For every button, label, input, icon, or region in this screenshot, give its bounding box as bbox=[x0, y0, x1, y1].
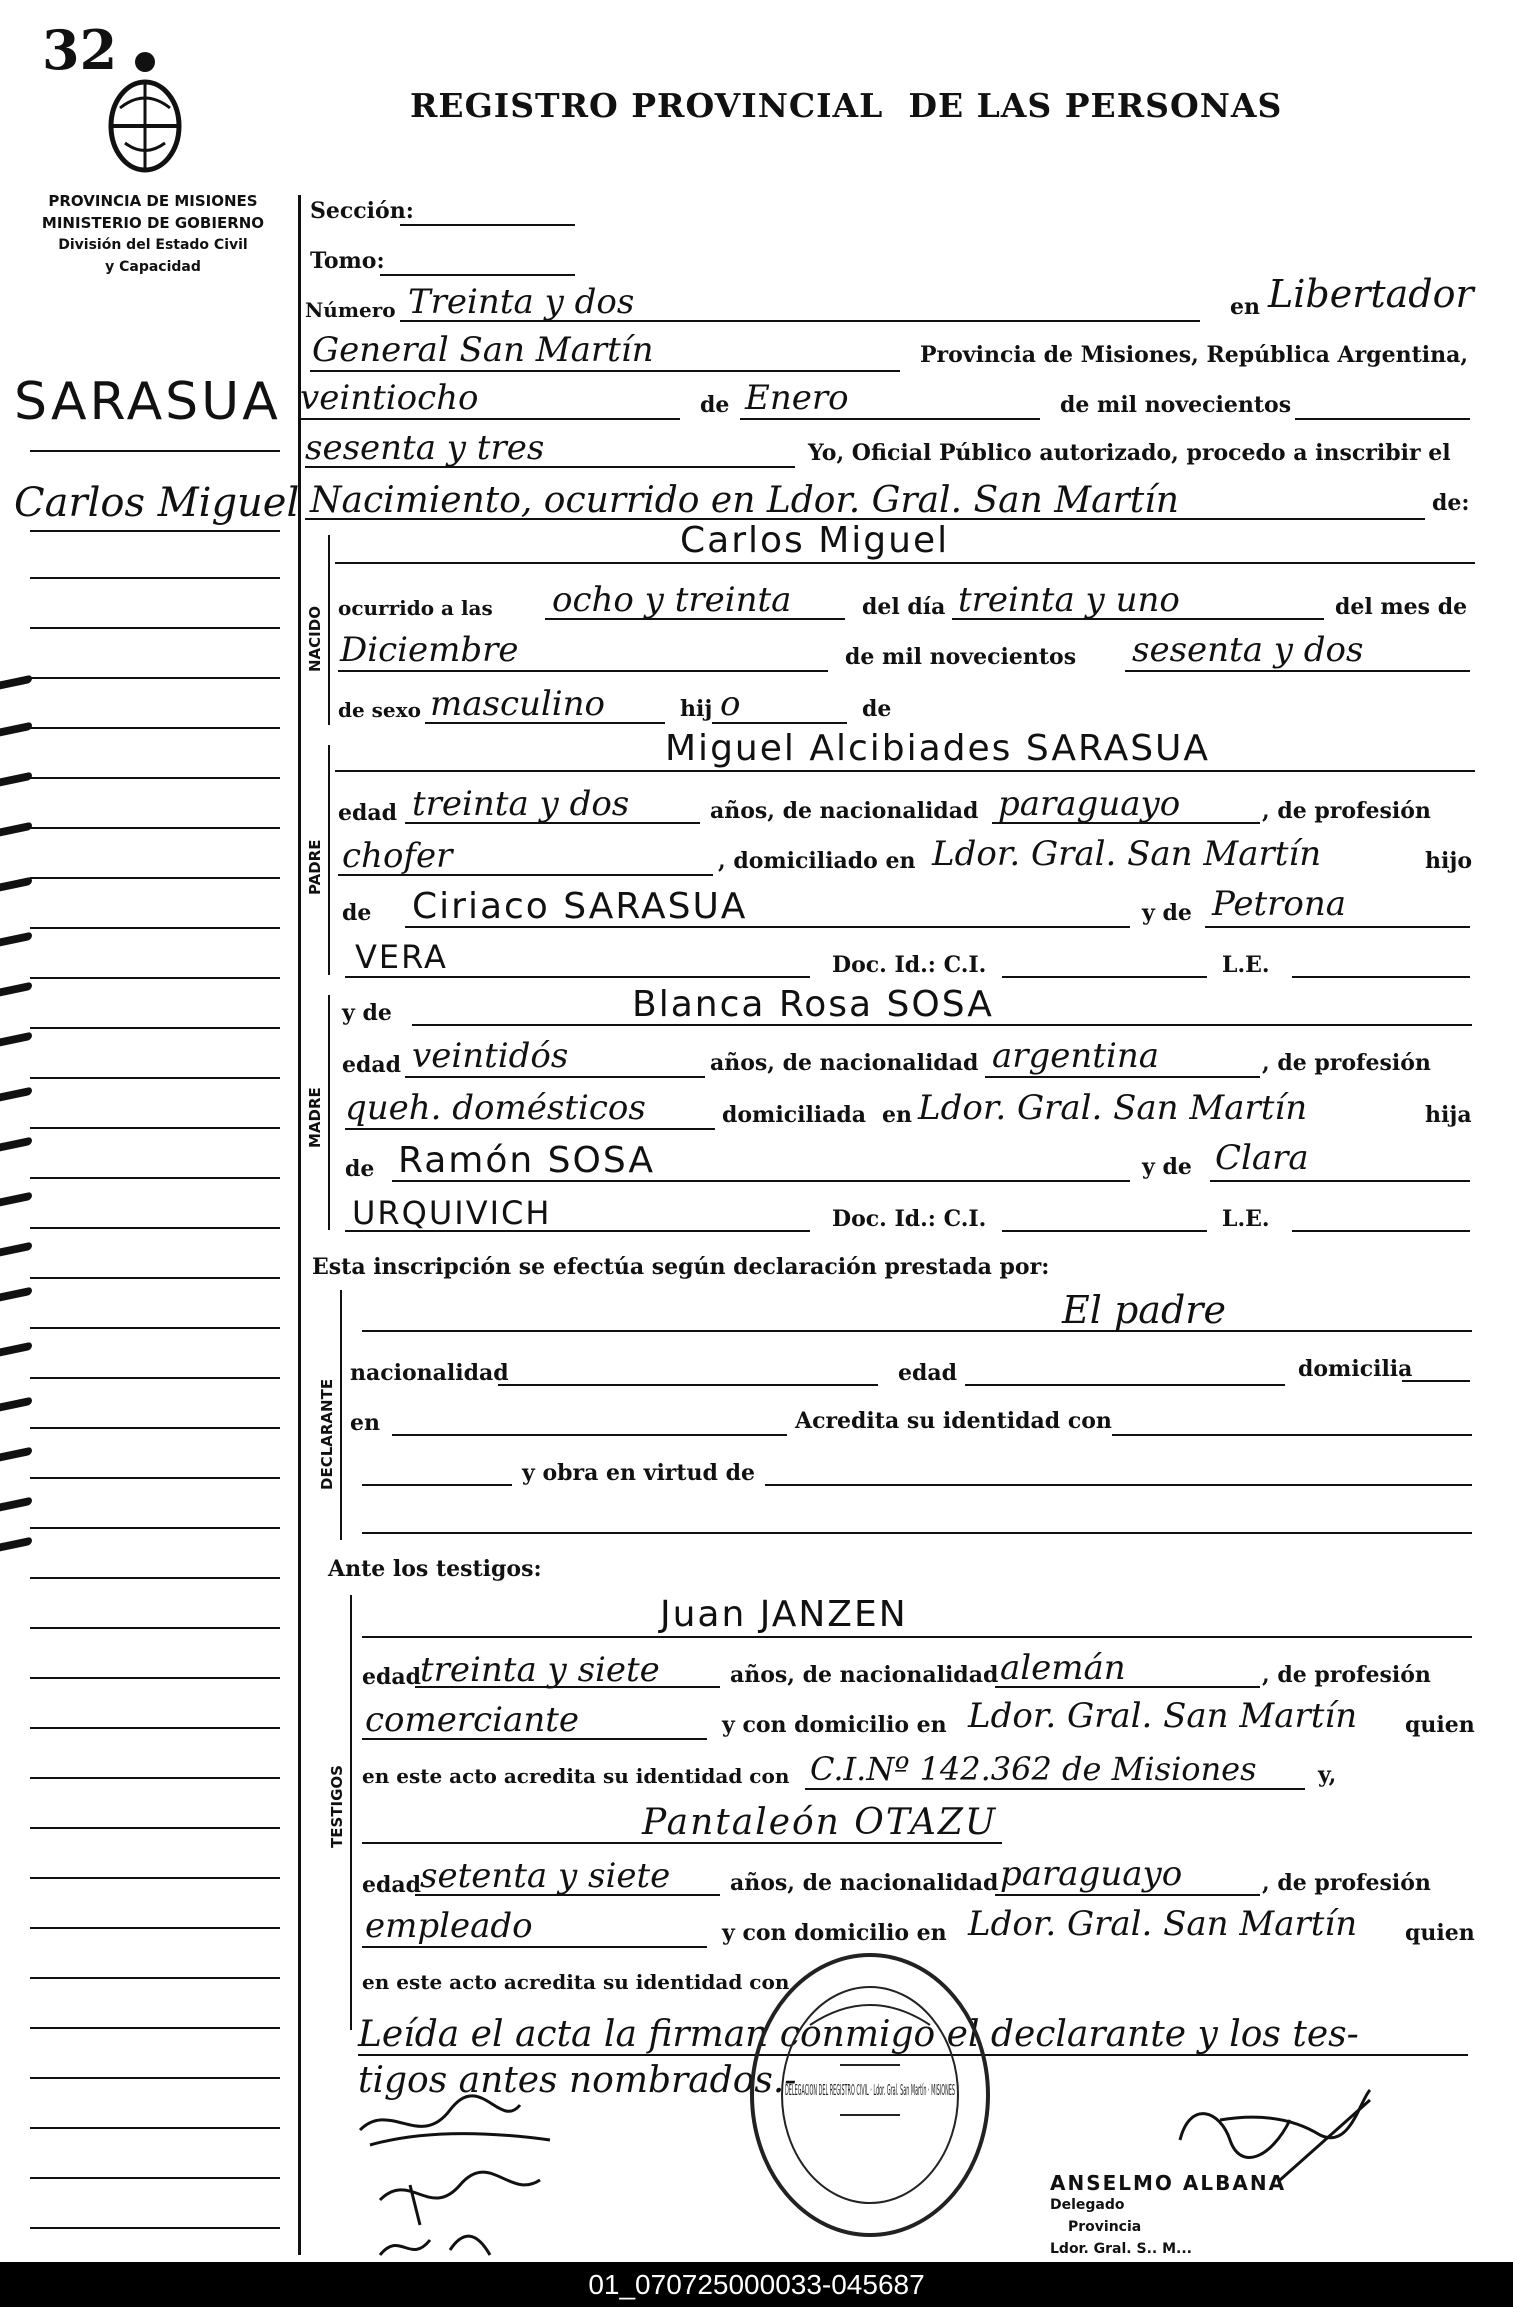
label-t1-anos: años, de nacionalidad bbox=[730, 1662, 999, 1688]
label-obra: y obra en virtud de bbox=[522, 1460, 755, 1486]
entry-madre-prof: queh. domésticos bbox=[345, 1088, 646, 1128]
entry-lugar-b: General San Martín bbox=[312, 330, 654, 370]
label-ocurrido: ocurrido a las bbox=[338, 596, 493, 620]
issuer-block bbox=[22, 190, 284, 278]
label-de-2: de bbox=[862, 696, 892, 722]
page-number: 32 bbox=[42, 18, 118, 82]
entry-t2-nac: paraguayo bbox=[1000, 1854, 1183, 1894]
label-t1-y: y, bbox=[1318, 1762, 1337, 1788]
entry-t2-dom: Ldor. Gral. San Martín bbox=[968, 1904, 1358, 1944]
label-del-mes: del mes de bbox=[1335, 594, 1468, 620]
label-madre-doc: Doc. Id.: C.I. bbox=[832, 1206, 987, 1232]
document-title: REGISTRO PROVINCIAL DE LAS PERSONAS bbox=[410, 86, 1283, 125]
entry-t1-dom: Ldor. Gral. San Martín bbox=[968, 1696, 1358, 1736]
label-t1-acto: en este acto acredita su identidad con bbox=[362, 1764, 790, 1788]
entry-padre-nac: paraguayo bbox=[998, 784, 1181, 824]
label-seccion: Sección: bbox=[310, 198, 414, 224]
label-t2-acto: en este acto acredita su identidad con bbox=[362, 1970, 790, 1994]
margin-given-names: Carlos Miguel bbox=[14, 480, 300, 526]
entry-padre-dom: Ldor. Gral. San Martín bbox=[932, 834, 1322, 874]
entry-abuelo-p: Ciriaco SARASUA bbox=[412, 886, 748, 927]
entry-lugar-a: Libertador bbox=[1268, 272, 1474, 316]
section-label-declarante: DECLARANTE bbox=[318, 1378, 336, 1490]
label-en: en bbox=[1230, 294, 1260, 320]
entry-abuela-m1: Clara bbox=[1215, 1138, 1309, 1178]
closing-line-2: tigos antes nombrados.- bbox=[358, 2060, 797, 2101]
label-hija-word: hija bbox=[1425, 1102, 1472, 1128]
entry-abuela-m2: URQUIVICH bbox=[352, 1194, 552, 1232]
entry-abuela-p2: VERA bbox=[355, 938, 448, 976]
label-hijo-word: hijo bbox=[1425, 848, 1472, 874]
entry-anio: sesenta y tres bbox=[305, 428, 545, 468]
official-line-1: Delegado bbox=[1050, 2197, 1125, 2213]
label-padre-prof: , de profesión bbox=[1262, 798, 1431, 824]
section-label-nacido: NACIDO bbox=[306, 606, 324, 672]
label-padre-edad: edad bbox=[338, 800, 398, 826]
official-name: ANSELMO ALBANA bbox=[1050, 2171, 1287, 2195]
label-decl-en: en bbox=[350, 1410, 380, 1436]
label-yo-oficial: Yo, Oficial Público autorizado, procedo a inscribir el bbox=[808, 440, 1451, 466]
entry-sexo: masculino bbox=[430, 684, 606, 724]
label-acredita: Acredita su identidad con bbox=[795, 1408, 1112, 1434]
entry-hora: ocho y treinta bbox=[552, 580, 792, 620]
label-padre-y-de: y de bbox=[1142, 900, 1192, 926]
coat-of-arms-icon bbox=[100, 48, 190, 178]
label-decl-edad: edad bbox=[898, 1360, 958, 1386]
entry-padre-prof: chofer bbox=[342, 836, 453, 876]
label-madre-y-de: y de bbox=[342, 1000, 392, 1026]
footer-band bbox=[0, 2262, 1513, 2307]
label-t1-prof: , de profesión bbox=[1262, 1662, 1431, 1688]
margin-surname: SARASUA bbox=[14, 372, 281, 432]
entry-testigo2: Pantaleón OTAZU bbox=[642, 1802, 998, 1843]
entry-hijo-suf: o bbox=[720, 684, 741, 724]
official-line-2: Provincia bbox=[1068, 2219, 1142, 2235]
label-padre-doc: Doc. Id.: C.I. bbox=[832, 952, 987, 978]
footer-document-id: 01_070725000033-045687 bbox=[588, 2269, 925, 2300]
label-padre-dom: , domiciliado en bbox=[718, 848, 916, 874]
section-label-testigos: TESTIGOS bbox=[328, 1765, 346, 1848]
label-padre-de: de bbox=[342, 900, 372, 926]
entry-padre-edad: treinta y dos bbox=[412, 784, 630, 824]
label-madre-de: de bbox=[345, 1156, 375, 1182]
entry-madre-nac: argentina bbox=[992, 1036, 1160, 1076]
entry-madre-dom: Ldor. Gral. San Martín bbox=[918, 1088, 1308, 1128]
entry-t1-prof: comerciante bbox=[365, 1700, 579, 1740]
label-tomo: Tomo: bbox=[310, 248, 385, 274]
entry-mes: Enero bbox=[745, 378, 849, 418]
entry-numero: Treinta y dos bbox=[408, 282, 635, 322]
stamp-text: DELEGACION DEL REGISTRO CIVIL · Ldor. Gral. San Martín · MISIONES bbox=[785, 2081, 955, 2099]
entry-abuela-p1: Petrona bbox=[1212, 884, 1347, 924]
label-t2-quien: quien bbox=[1405, 1920, 1475, 1946]
label-madre-dom: domiciliada bbox=[722, 1102, 867, 1128]
label-numero: Número bbox=[305, 298, 396, 322]
label-padre-anos: años, de nacionalidad bbox=[710, 798, 979, 824]
entry-nac-dia: treinta y uno bbox=[958, 580, 1180, 620]
entry-t2-edad: setenta y siete bbox=[420, 1856, 671, 1896]
label-madre-y-de-2: y de bbox=[1142, 1154, 1192, 1180]
issuer-line-3: División del Estado Civil bbox=[58, 237, 248, 253]
entry-t2-prof: empleado bbox=[365, 1906, 533, 1946]
official-line-3: Ldor. Gral. S.. M... bbox=[1050, 2241, 1192, 2257]
signature-declarante bbox=[350, 2090, 610, 2270]
label-madre-edad: edad bbox=[342, 1052, 402, 1078]
label-provincia: Provincia de Misiones, República Argentina, bbox=[920, 342, 1469, 368]
entry-t1-edad: treinta y siete bbox=[420, 1650, 660, 1690]
label-madre-en: en bbox=[882, 1102, 912, 1128]
label-hijo: hij bbox=[680, 696, 713, 722]
label-t2-edad: edad bbox=[362, 1872, 422, 1898]
label-de-1: de bbox=[700, 392, 730, 418]
entry-declarante: El padre bbox=[1062, 1288, 1226, 1332]
label-t2-prof: , de profesión bbox=[1262, 1870, 1431, 1896]
issuer-line-4: y Capacidad bbox=[105, 259, 201, 275]
label-de-colon: de: bbox=[1432, 490, 1470, 516]
label-inscripcion: Esta inscripción se efectúa según declaración prestada por: bbox=[312, 1254, 1050, 1280]
entry-testigo1: Juan JANZEN bbox=[660, 1594, 908, 1635]
entry-nacido-nombre: Carlos Miguel bbox=[680, 520, 950, 561]
label-madre-le: L.E. bbox=[1222, 1206, 1270, 1232]
label-sexo: de sexo bbox=[338, 698, 421, 722]
entry-t1-doc: C.I.Nº 142.362 de Misiones bbox=[810, 1750, 1257, 1788]
official-signature-block bbox=[1050, 2172, 1286, 2260]
label-del-dia: del día bbox=[862, 594, 946, 620]
label-decl-dom: domicilia bbox=[1298, 1356, 1413, 1382]
label-de-mil-2: de mil novecientos bbox=[845, 644, 1077, 670]
label-decl-nac: nacionalidad bbox=[350, 1360, 509, 1386]
section-label-padre: PADRE bbox=[306, 839, 324, 895]
issuer-line-2: MINISTERIO DE GOBIERNO bbox=[41, 214, 265, 232]
label-madre-prof: , de profesión bbox=[1262, 1050, 1431, 1076]
label-t1-edad: edad bbox=[362, 1664, 422, 1690]
entry-dia: veintiocho bbox=[300, 378, 479, 418]
section-label-madre: MADRE bbox=[306, 1087, 324, 1148]
entry-t1-nac: alemán bbox=[1000, 1648, 1126, 1688]
entry-padre-nombre: Miguel Alcibiades SARASUA bbox=[665, 728, 1211, 769]
entry-madre-nombre: Blanca Rosa SOSA bbox=[632, 984, 994, 1025]
label-t2-anos: años, de nacionalidad bbox=[730, 1870, 999, 1896]
label-madre-anos: años, de nacionalidad bbox=[710, 1050, 979, 1076]
entry-madre-edad: veintidós bbox=[412, 1036, 569, 1076]
registry-stamp-icon bbox=[740, 1945, 1000, 2245]
entry-abuelo-m: Ramón SOSA bbox=[398, 1140, 655, 1181]
label-de-mil-1: de mil novecientos bbox=[1060, 392, 1292, 418]
label-padre-le: L.E. bbox=[1222, 952, 1270, 978]
label-t2-dom: y con domicilio en bbox=[722, 1920, 947, 1946]
label-t1-dom: y con domicilio en bbox=[722, 1712, 947, 1738]
issuer-line-1: PROVINCIA DE MISIONES bbox=[48, 192, 258, 210]
entry-nac-mes: Diciembre bbox=[340, 630, 519, 670]
label-ante: Ante los testigos: bbox=[328, 1556, 542, 1582]
label-t1-quien: quien bbox=[1405, 1712, 1475, 1738]
entry-nac-anio: sesenta y dos bbox=[1132, 630, 1364, 670]
main-left-rule bbox=[298, 195, 301, 2255]
closing-line-1: Leída el acta la firman conmigo el declarante y los tes- bbox=[358, 2014, 1359, 2055]
entry-acto: Nacimiento, ocurrido en Ldor. Gral. San Martín bbox=[310, 480, 1179, 521]
